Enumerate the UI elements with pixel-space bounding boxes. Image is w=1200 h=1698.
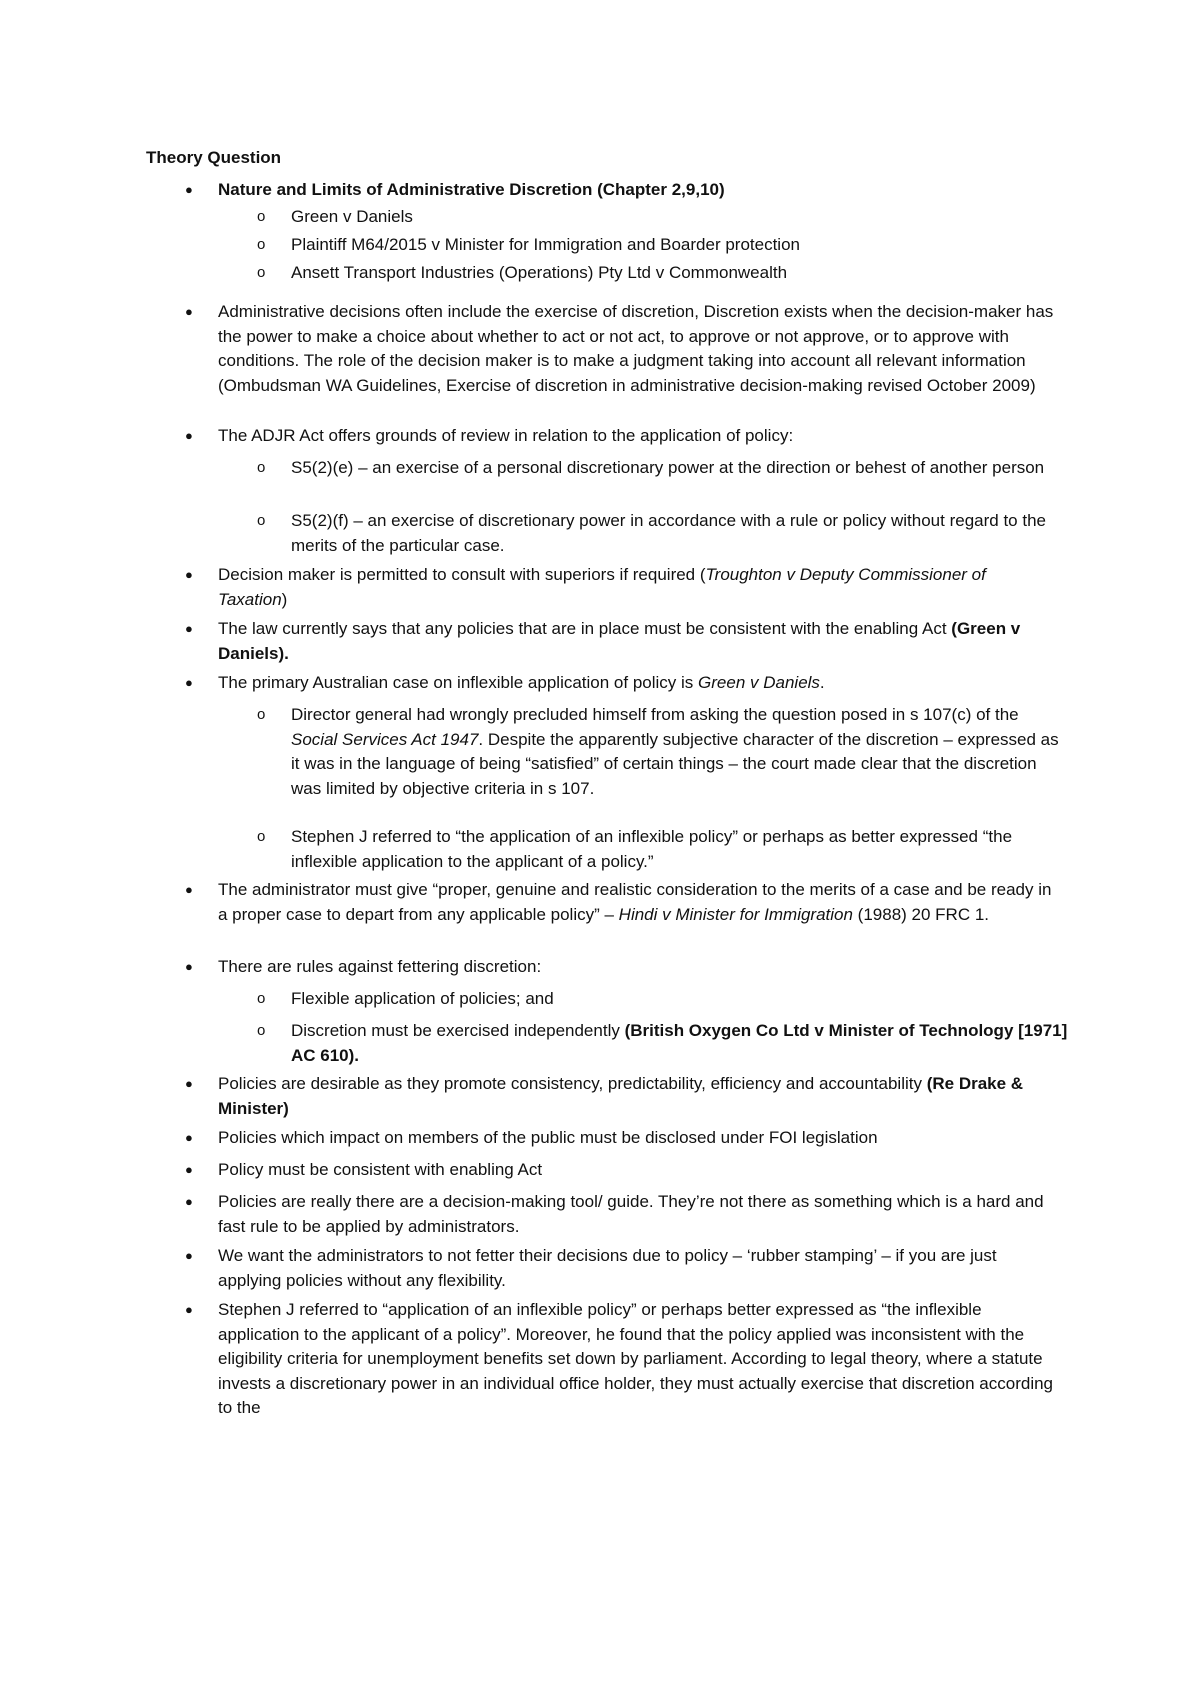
fettering-rule: Flexible application of policies; and	[291, 989, 554, 1008]
paragraph-administrator: The administrator must give “proper, genuine and realistic consideration to the merits of a case and be ready in a proper case to depart from any applicable policy” – Hindi v Minister for Immigration (1988) 20 FRC 1.	[218, 880, 1052, 924]
page-title: Theory Question	[146, 148, 282, 167]
adjr-ground-f: S5(2)(f) – an exercise of discretionary power in accordance with a rule or policy without regard to the merits of the particular case.	[291, 511, 1046, 555]
director-general-note: Director general had wrongly precluded himself from asking the question posed in s 107(c) of the Social Services Act 1947. Despite the apparently subjective character of the discretion – expressed as it was in the language of being “satisfied” of certain things – the court made clear that the discretion was limited by objective criteria in s 107.	[291, 705, 1059, 798]
paragraph-discretion: Administrative decisions often include the exercise of discretion, Discretion exists when the decision-maker has the power to make a choice about whether to act or not act, to approve or not approve, or to approve with conditions. The role of the decision maker is to make a judgment taking into account all relevant information (Ombudsman WA Guidelines, Exercise of discretion in administrative decision-making revised October 2009)	[218, 302, 1054, 395]
paragraph-consult: Decision maker is permitted to consult with superiors if required (Troughton v Deputy Commissioner of Taxation)	[218, 565, 986, 609]
paragraph-rubber-stamping: We want the administrators to not fetter their decisions due to policy – ‘rubber stamping’ – if you are just applying policies without any flexibility.	[218, 1246, 997, 1290]
adjr-ground-e: S5(2)(e) – an exercise of a personal discretionary power at the direction or behest of another person	[291, 458, 1045, 477]
bullet-icon: ●	[185, 1130, 193, 1145]
bullet-icon: ●	[185, 882, 193, 897]
paragraph-primary-case: The primary Australian case on inflexible application of policy is Green v Daniels.	[218, 673, 825, 692]
sub-bullet-icon: o	[257, 208, 266, 225]
sub-bullet-icon: o	[257, 459, 266, 476]
paragraph-foi: Policies which impact on members of the public must be disclosed under FOI legislation	[218, 1128, 878, 1147]
case-item: Ansett Transport Industries (Operations) Pty Ltd v Commonwealth	[291, 263, 788, 282]
stephen-j-note: Stephen J referred to “the application of an inflexible policy” or perhaps as better expressed “the inflexible application to the applicant of a policy.”	[291, 827, 1013, 871]
section-heading: Nature and Limits of Administrative Discretion (Chapter 2,9,10)	[218, 180, 725, 199]
paragraph-law: The law currently says that any policies that are in place must be consistent with the enabling Act (Green v Daniels).	[218, 619, 1021, 663]
paragraph-enabling-act: Policy must be consistent with enabling Act	[218, 1160, 543, 1179]
case-citation: Hindi v Minister for Immigration	[618, 904, 853, 924]
bullet-icon: ●	[185, 621, 193, 636]
fettering-rule: Discretion must be exercised independently (British Oxygen Co Ltd v Minister of Technology [1971] AC 610).	[291, 1021, 1068, 1065]
case-item: Green v Daniels	[291, 207, 413, 226]
bullet-icon: ●	[185, 1194, 193, 1209]
bullet-icon: ●	[185, 1162, 193, 1177]
sub-bullet-icon: o	[257, 236, 266, 253]
bullet-icon: ●	[185, 1302, 193, 1317]
sub-bullet-icon: o	[257, 828, 266, 845]
case-item: Plaintiff M64/2015 v Minister for Immigration and Boarder protection	[291, 235, 800, 254]
paragraph-stephen-j: Stephen J referred to “application of an inflexible policy” or perhaps better expressed as “the inflexible application to the applicant of a policy”. Moreover, he found that the policy applied was inconsistent with the eligibility criteria for unemployment benefits set down by parliament. According to legal theory, where a statute invests a discretionary power in an individual office holder, they must actually exercise that discretion according to the	[218, 1300, 1054, 1417]
case-citation: (Re Drake & Minister)	[218, 1074, 1024, 1118]
sub-bullet-icon: o	[257, 264, 266, 281]
case-citation: Green v Daniels	[698, 673, 820, 692]
sub-bullet-icon: o	[257, 512, 266, 529]
sub-bullet-icon: o	[257, 1022, 266, 1039]
paragraph-fettering: There are rules against fettering discretion:	[218, 957, 542, 976]
bullet-icon: ●	[185, 1076, 193, 1091]
bullet-icon: ●	[185, 567, 193, 582]
case-citation: Troughton v Deputy Commissioner of Taxation	[218, 565, 986, 609]
bullet-icon: ●	[185, 959, 193, 974]
case-citation: (Green v Daniels).	[218, 619, 1021, 663]
act-citation: Social Services Act 1947	[291, 729, 479, 749]
bullet-icon: ●	[185, 1248, 193, 1263]
sub-bullet-icon: o	[257, 706, 266, 723]
bullet-icon: ●	[185, 304, 193, 319]
bullet-icon: ●	[185, 675, 193, 690]
case-citation: (British Oxygen Co Ltd v Minister of Technology [1971] AC 610).	[291, 1021, 1068, 1065]
paragraph-decision-tool: Policies are really there are a decision-making tool/ guide. They’re not there as something which is a hard and fast rule to be applied by administrators.	[218, 1192, 1044, 1236]
bullet-icon: ●	[185, 182, 193, 197]
paragraph-policies-desirable: Policies are desirable as they promote consistency, predictability, efficiency and accountability (Re Drake & Minister)	[218, 1074, 1024, 1118]
bullet-icon: ●	[185, 428, 193, 443]
sub-bullet-icon: o	[257, 990, 266, 1007]
paragraph-adjr: The ADJR Act offers grounds of review in relation to the application of policy:	[218, 426, 794, 445]
